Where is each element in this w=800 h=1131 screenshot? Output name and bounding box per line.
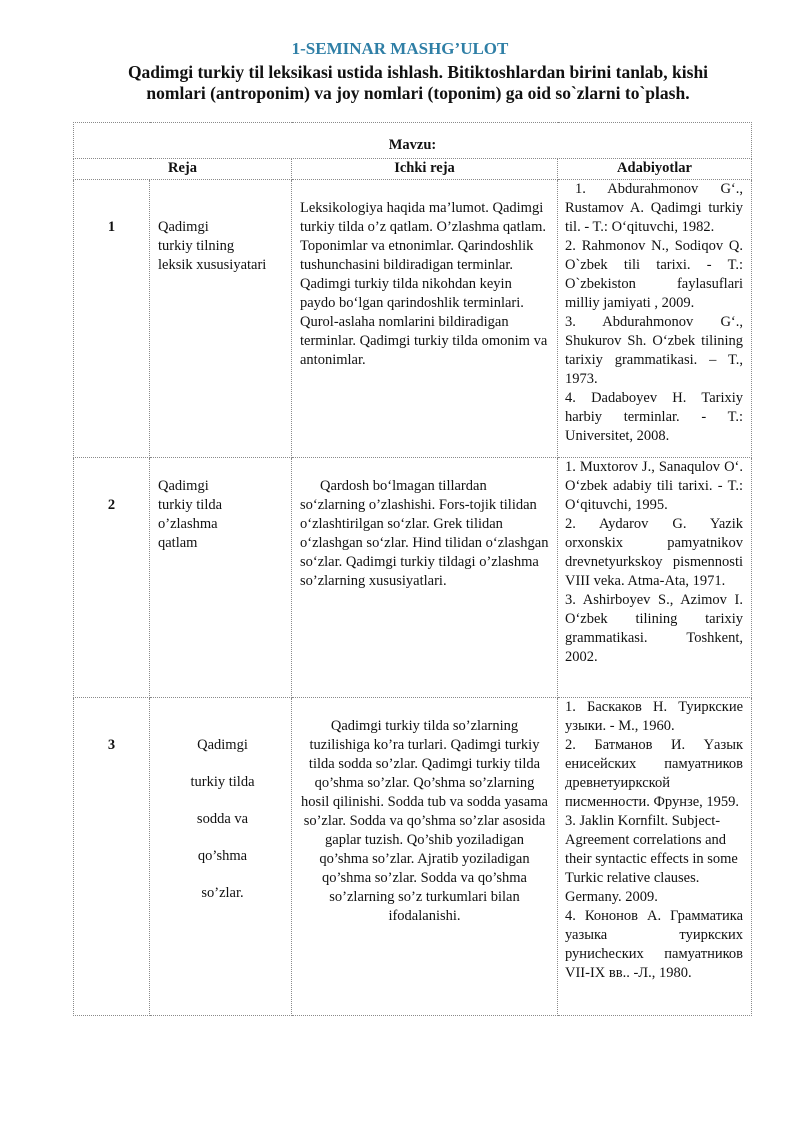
row-topic xyxy=(150,180,292,458)
topic-line: turkiy tilda xyxy=(158,497,223,513)
page-subtitle: Qadimgi turkiy til leksikasi ustida ishlash. Bitiktoshlardan birini tanlab, kishi nomlari (antroponim) va joy nomlari (toponim) ga oid so`zlarni to`plash. xyxy=(127,62,709,103)
page-title: 1-SEMINAR MASHG’ULOT xyxy=(291,39,509,58)
row-plan xyxy=(292,180,558,458)
row-number: 2 xyxy=(74,458,150,698)
plan-text: Leksikologiya haqida ma’lumot. Qadimgi turkiy tilda o’z qatlam. O’zlashma qatlam. Toponimlar va etnonimlar. Qarindoshlik tushunchasini bildiradigan terminlar. Qadimgi turkiy tilda nikohdan keyin paydo bo‘lgan qarindoshlik terminlari. Qurol-aslaha nomlarini bildiradigan terminlar. Qadimgi turkiy tilda omonim va antonimlar. xyxy=(300,200,548,368)
row-topic xyxy=(150,458,292,698)
topic-line: turkiy tilning xyxy=(158,238,235,254)
table-row xyxy=(74,180,752,458)
reference-item: 3. Ashirboyev S., Azimov I. O‘zbek tilining tarixiy grammatikasi. Toshkent, 2002. xyxy=(565,592,744,665)
reference-item: 3. Abdurahmonov G‘., Shukurov Sh. O‘zbek tilining tarixiy grammatikasi. – T., 1973. xyxy=(565,314,744,387)
column-header-ichki-reja: Ichki reja xyxy=(292,159,558,180)
plan-text: Qardosh bo‘lmagan tillardan so‘zlarning o’zlashishi. Fors-tojik tilidan o‘zlashtirilgan so‘zlar. Grek tilidan o‘zlashgan so‘zlar. Hind tilidan o‘zlashgan so‘zlar. Qadimgi turkiy tildagi o’zlashma so’zlarning xususiyatlari. xyxy=(300,478,549,589)
topic-line: leksik xususiyatari xyxy=(158,257,267,273)
reference-item: 1. Баскаков Н. Туиркскиe узыки. - М., 1960. xyxy=(565,699,744,734)
topic-line: qo’shma xyxy=(197,848,248,864)
topic-line: so’zlar. xyxy=(201,885,244,901)
topic-line: turkiy tilda xyxy=(190,774,255,790)
topic-line: Qadimgi xyxy=(197,737,248,753)
row-references xyxy=(558,698,752,1016)
reference-item: 1. Abdurahmonov G‘., Rustamov A. Qadimgi turkiy til. - T.: O‘qituvchi, 1982. xyxy=(565,181,744,235)
reference-item: 4. Кононов А. Грамматика уазыка туиркских рунисhеских памуатников VII-IX вв.. -Л., 1980. xyxy=(565,908,744,981)
row-references xyxy=(558,458,752,698)
row-topic xyxy=(150,698,292,1016)
topic-line: Qadimgi xyxy=(158,478,209,494)
topic-line: sodda va xyxy=(196,811,249,827)
row-references xyxy=(558,180,752,458)
topic-line: o’zlashma xyxy=(158,516,218,532)
table-row xyxy=(74,698,752,1016)
topic-line: Qadimgi xyxy=(158,219,209,235)
seminar-table xyxy=(73,122,752,1016)
plan-text: Qadimgi turkiy tilda so’zlarning tuzilishiga ko’ra turlari. Qadimgi turkiy tilda sodda so’zlar. Qadimgi turkiy tilda qo’shma so’zlar. Qo’shma so’zlarning hosil qilinishi. Sodda tub va sodda yasama so’zlar. Sodda va qo’shma so’zlar asosida gaplar tuzish. Qo’shib yoziladigan qo’shma so’zlar. Ajratib yoziladigan qo’shma so’zlar. Sodda va qo’shma so’zlarning so’z turkumlari bilan ifodalanishi. xyxy=(301,718,548,924)
table-row xyxy=(74,458,752,698)
row-number: 1 xyxy=(74,180,150,458)
row-plan xyxy=(292,458,558,698)
column-header-adabiyotlar: Adabiyotlar xyxy=(558,159,752,180)
topic-line: qatlam xyxy=(158,535,198,551)
reference-item: 2. Rahmonov N., Sodiqov Q. O`zbek tili tarixi. - T.: O`zbekiston faylasuflari milliy jamiyati , 2009. xyxy=(565,238,744,311)
column-header-reja: Reja xyxy=(74,159,292,180)
reference-item: 4. Dadaboyev H. Tarixiy harbiy terminlar. - T.: Universitet, 2008. xyxy=(565,390,744,444)
mavzu-label: Mavzu: xyxy=(74,123,752,159)
row-number: 3 xyxy=(74,698,150,1016)
reference-item: 3. Jaklin Kornfilt. Subject-Agreement correlations and their syntactic effects in some Turkic relative clauses. Germany. 2009. xyxy=(565,813,738,905)
reference-item: 2. Aydarov G. Yazik orxonskix pamyatnikov drevnetyurkskoy pismennosti VIII veka. Atma-Ata, 1971. xyxy=(565,516,744,589)
reference-item: 1. Muxtorov J., Sanaqulov O‘. O‘zbek adabiy tili tarixi. - T.: O‘qituvchi, 1995. xyxy=(565,459,744,513)
row-plan xyxy=(292,698,558,1016)
reference-item: 2. Батманов И. Yазык енисейских памуатников древнетуиркской писменности. Фрунзе, 1959. xyxy=(565,737,744,810)
